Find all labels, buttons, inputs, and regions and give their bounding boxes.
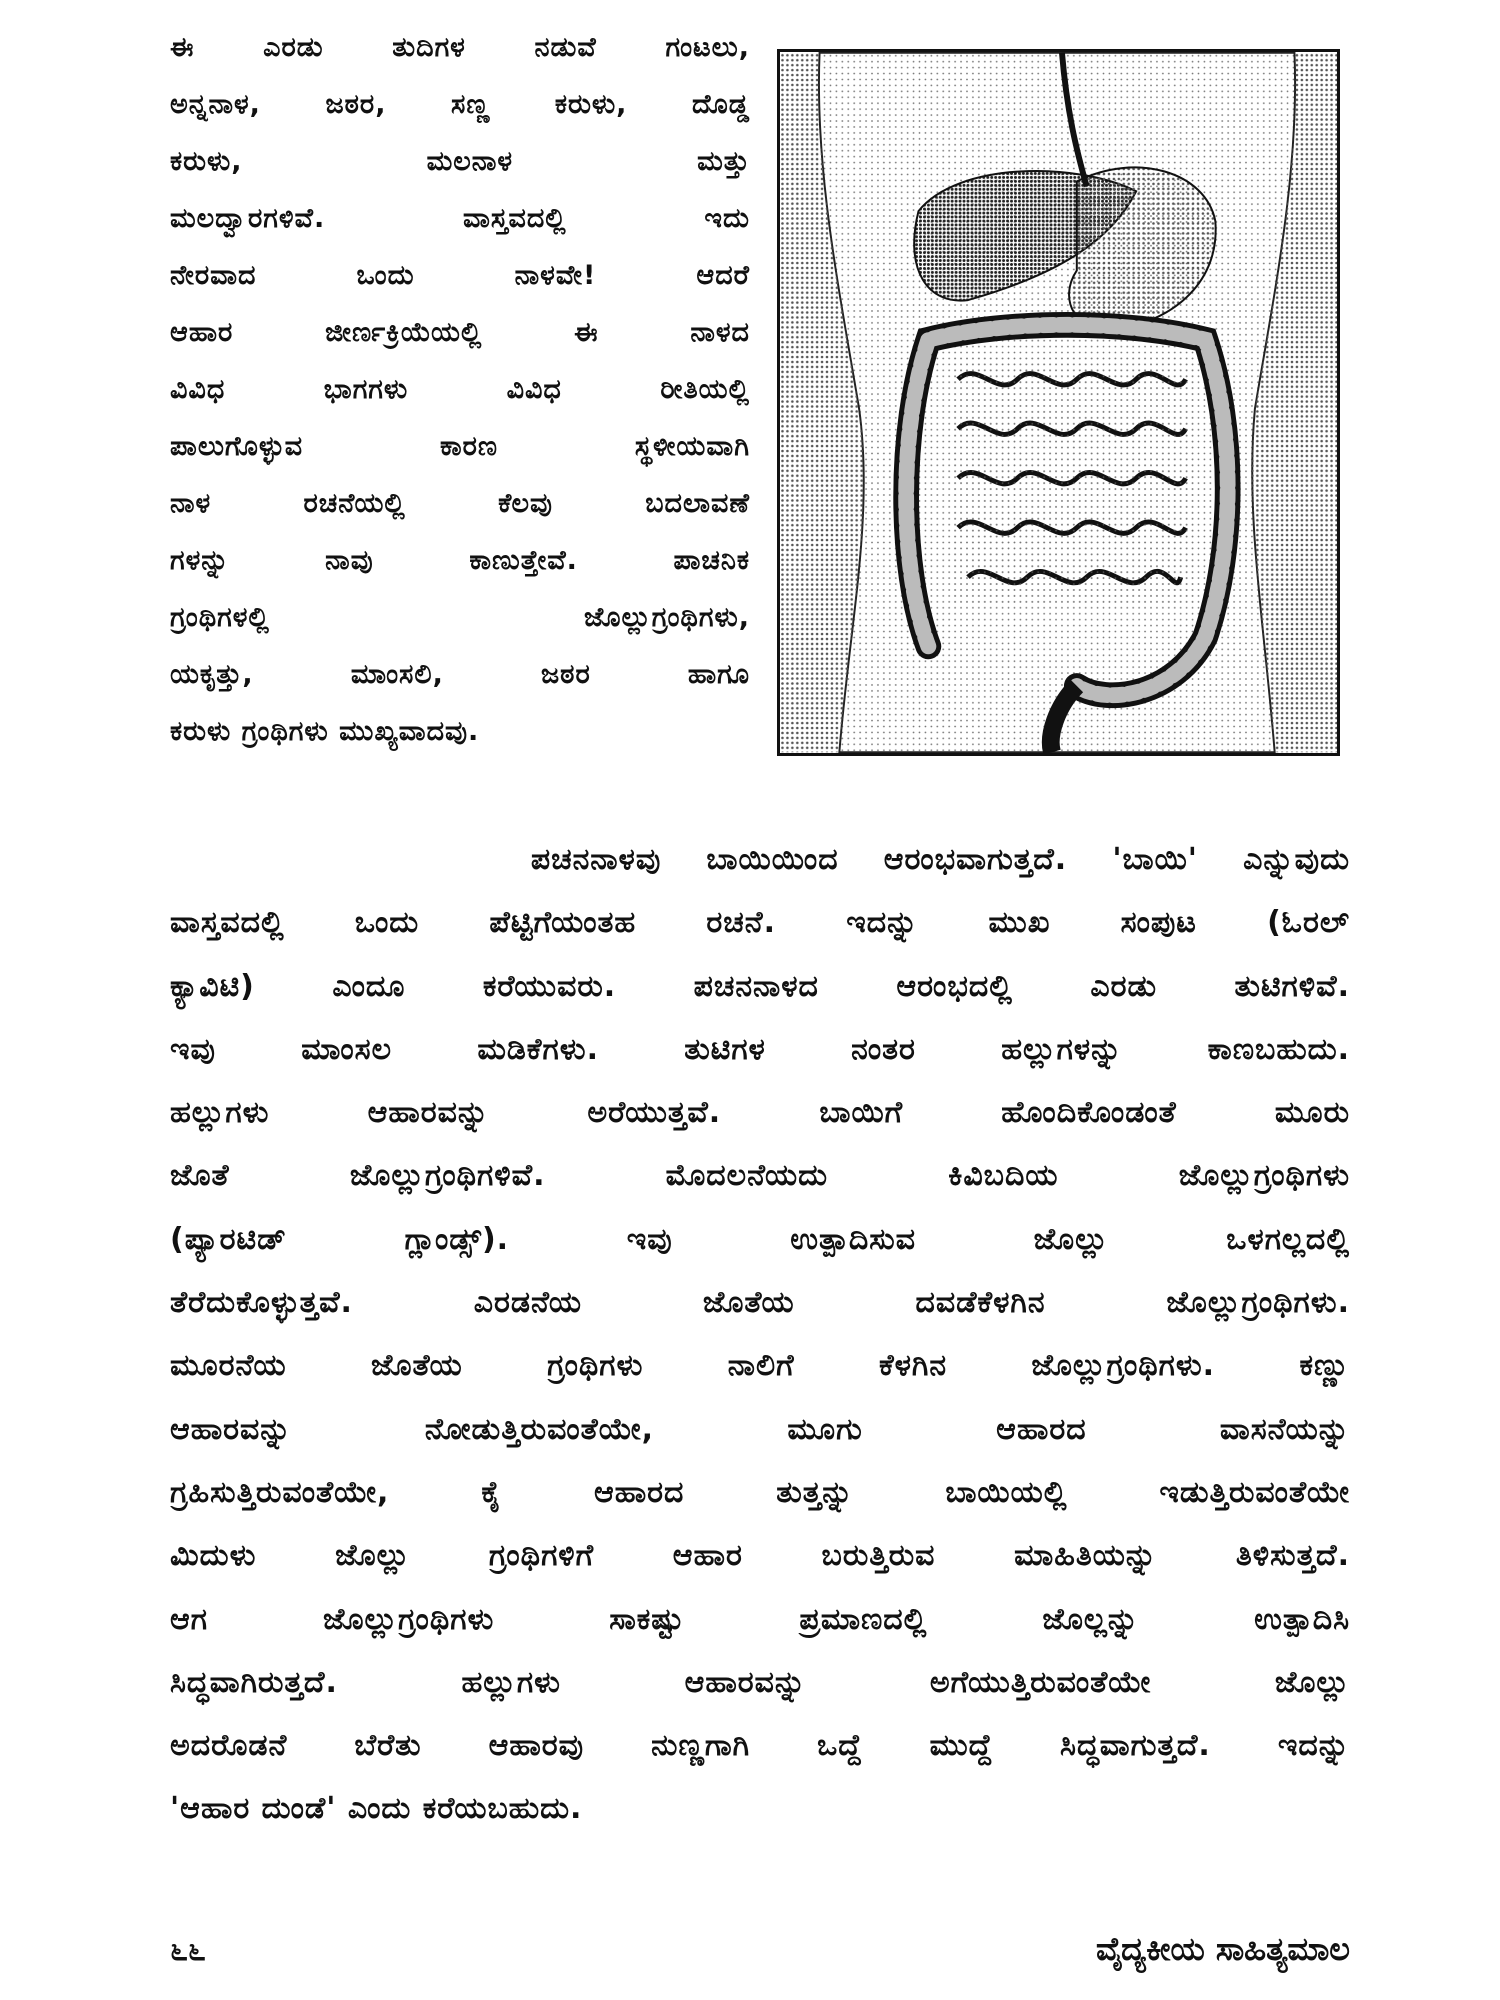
text-line: ಪಚನನಾಳವು ಬಾಯಿಯಿಂದ ಆರಂಭವಾಗುತ್ತದೆ. 'ಬಾಯಿ' ಎನ್ನುವುದು (170, 842, 1350, 877)
text-line: ಪಾಲುಗೊಳ್ಳುವ ಕಾರಣ ಸ್ಥಳೀಯವಾಗಿ (170, 431, 750, 462)
text-line: ಸಿದ್ಧವಾಗಿರುತ್ತದೆ. ಹಲ್ಲುಗಳು ಆಹಾರವನ್ನು ಅಗೆಯುತ್ತಿರುವಂತೆಯೇ ಜೊಲ್ಲು (170, 1664, 1350, 1700)
text-line: ಗ್ರಹಿಸುತ್ತಿರುವಂತೆಯೇ, ಕೈ ಆಹಾರದ ತುತ್ತನ್ನು ಬಾಯಿಯಲ್ಲಿ ಇಡುತ್ತಿರುವಂತೆಯೇ (170, 1474, 1350, 1510)
text-line: ತೆರೆದುಕೊಳ್ಳುತ್ತವೆ. ಎರಡನೆಯ ಜೊತೆಯ ದವಡೆಕೆಳಗಿನ ಜೊಲ್ಲುಗ್ರಂಥಿಗಳು. (170, 1285, 1350, 1321)
text-line: ಯಕೃತ್ತು, ಮಾಂಸಲಿ, ಜಠರ ಹಾಗೂ (170, 659, 750, 690)
text-line: ನೇರವಾದ ಒಂದು ನಾಳವೇ! ಆದರೆ (170, 260, 750, 291)
text-line: ಜೊತೆ ಜೊಲ್ಲುಗ್ರಂಥಿಗಳಿವೆ. ಮೊದಲನೆಯದು ಕಿವಿಬದಿಯ ಜೊಲ್ಲುಗ್ರಂಥಿಗಳು (170, 1158, 1350, 1194)
text-line: ಆಹಾರವನ್ನು ನೋಡುತ್ತಿರುವಂತೆಯೇ, ಮೂಗು ಆಹಾರದ ವಾಸನೆಯನ್ನು (170, 1411, 1350, 1447)
text-line: ಆಗ ಜೊಲ್ಲುಗ್ರಂಥಿಗಳು ಸಾಕಷ್ಟು ಪ್ರಮಾಣದಲ್ಲಿ ಜೊಲ್ಲನ್ನು ಉತ್ಪಾದಿಸಿ (170, 1601, 1350, 1637)
digestive-system-illustration (777, 49, 1340, 756)
text-line: ಅದರೊಡನೆ ಬೆರೆತು ಆಹಾರವು ನುಣ್ಣಗಾಗಿ ಒದ್ದೆ ಮುದ್ದೆ ಸಿದ್ಧವಾಗುತ್ತದೆ. ಇದನ್ನು (170, 1728, 1350, 1764)
text-line: (ಪ್ಯಾರಟಿಡ್ ಗ್ಲಾಂಡ್ಸ್). ಇವು ಉತ್ಪಾದಿಸುವ ಜೊಲ್ಲು ಒಳಗಲ್ಲದಲ್ಲಿ (170, 1221, 1350, 1257)
text-line: 'ಆಹಾರ ದುಂಡೆ' ಎಂದು ಕರೆಯಬಹುದು. (170, 1791, 583, 1827)
text-line: ಕ್ಯಾವಿಟಿ) ಎಂದೂ ಕರೆಯುವರು. ಪಚನನಾಳದ ಆರಂಭದಲ್ಲಿ ಎರಡು ತುಟಿಗಳಿವೆ. (170, 968, 1350, 1004)
text-line: ಕರುಳು, ಮಲನಾಳ ಮತ್ತು (170, 146, 750, 177)
text-line: ಅನ್ನನಾಳ, ಜಠರ, ಸಣ್ಣ ಕರುಳು, ದೊಡ್ಡ (170, 89, 750, 120)
text-line: ಇವು ಮಾಂಸಲ ಮಡಿಕೆಗಳು. ತುಟಿಗಳ ನಂತರ ಹಲ್ಲುಗಳನ್ನು ಕಾಣಬಹುದು. (170, 1031, 1350, 1067)
text-line: ಹಲ್ಲುಗಳು ಆಹಾರವನ್ನು ಅರೆಯುತ್ತವೆ. ಬಾಯಿಗೆ ಹೊಂದಿಕೊಂಡಂತೆ ಮೂರು (170, 1095, 1350, 1131)
book-title: ವೈದ್ಯಕೀಯ ಸಾಹಿತ್ಯಮಾಲ (1096, 1930, 1350, 1968)
text-line: ಈ ಎರಡು ತುದಿಗಳ ನಡುವೆ ಗಂಟಲು, (170, 32, 750, 63)
text-line: ಕರುಳು ಗ್ರಂಥಿಗಳು ಮುಖ್ಯವಾದವು. (170, 716, 480, 747)
text-line: ಗ್ರಂಥಿಗಳಲ್ಲಿ ಜೊಲ್ಲುಗ್ರಂಥಿಗಳು, (170, 602, 750, 633)
text-line: ವಾಸ್ತವದಲ್ಲಿ ಒಂದು ಪೆಟ್ಟಿಗೆಯಂತಹ ರಚನೆ. ಇದನ್ನು ಮುಖ ಸಂಪುಟ (ಓರಲ್ (170, 905, 1350, 941)
text-line: ಮಿದುಳು ಜೊಲ್ಲು ಗ್ರಂಥಿಗಳಿಗೆ ಆಹಾರ ಬರುತ್ತಿರುವ ಮಾಹಿತಿಯನ್ನು ತಿಳಿಸುತ್ತದೆ. (170, 1538, 1350, 1574)
page-number: ೬೬ (170, 1930, 206, 1968)
main-paragraph (170, 842, 1350, 1858)
text-line: ಗಳನ್ನು ನಾವು ಕಾಣುತ್ತೇವೆ. ಪಾಚನಿಕ (170, 545, 750, 576)
text-line: ನಾಳ ರಚನೆಯಲ್ಲಿ ಕೆಲವು ಬದಲಾವಣೆ (170, 488, 750, 519)
text-line: ಆಹಾರ ಜೀರ್ಣಕ್ರಿಯೆಯಲ್ಲಿ ಈ ನಾಳದ (170, 317, 750, 348)
intro-paragraph (170, 34, 750, 775)
text-line: ಮಲದ್ವಾರಗಳಿವೆ. ವಾಸ್ತವದಲ್ಲಿ ಇದು (170, 203, 750, 234)
text-line: ವಿವಿಧ ಭಾಗಗಳು ವಿವಿಧ ರೀತಿಯಲ್ಲಿ (170, 374, 750, 405)
text-line: ಮೂರನೆಯ ಜೊತೆಯ ಗ್ರಂಥಿಗಳು ನಾಲಿಗೆ ಕೆಳಗಿನ ಜೊಲ್ಲುಗ್ರಂಥಿಗಳು. ಕಣ್ಣು (170, 1348, 1350, 1384)
